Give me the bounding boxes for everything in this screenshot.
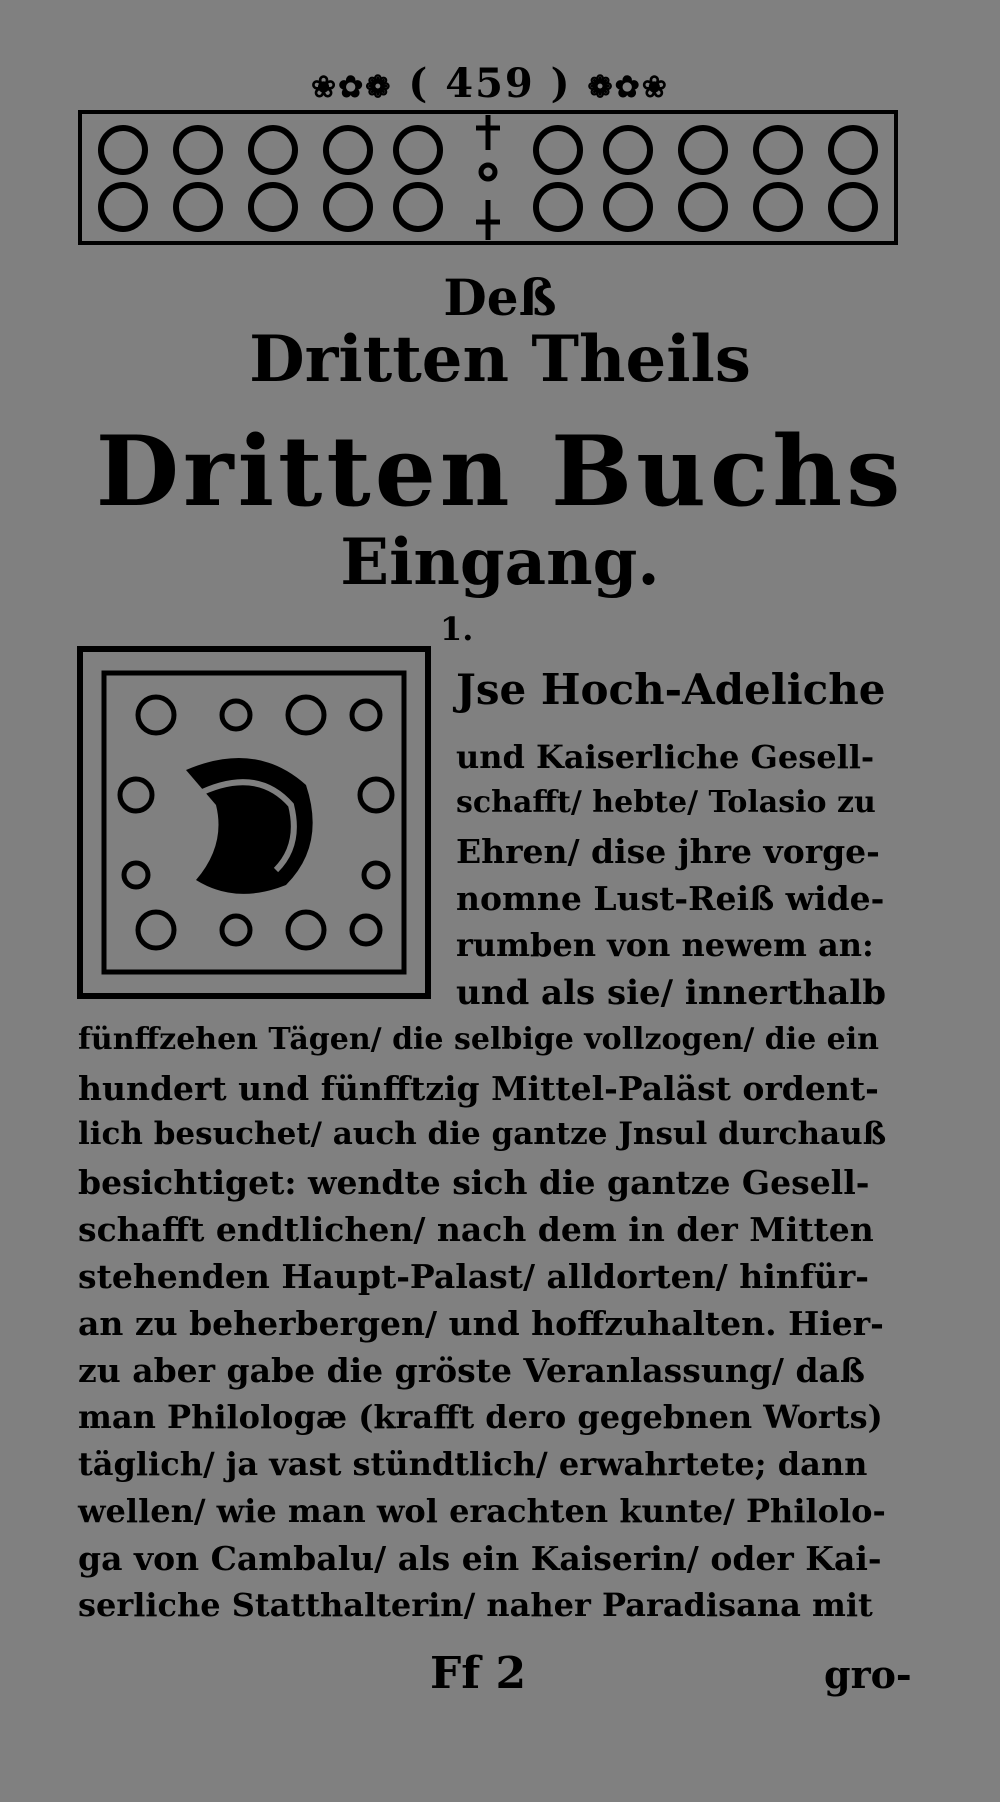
text-line: wellen/ wie man wol erachten kunte/ Philolo- (78, 1492, 886, 1530)
text-line: stehenden Haupt-Palast/ alldorten/ hinfür- (78, 1257, 870, 1296)
text-line: rumben von newem an: (456, 926, 874, 964)
ornament-right-icon: ❁✿❀ (587, 70, 669, 105)
signature-mark: Ff 2 (430, 1648, 527, 1699)
text-line: schafft/ hebte/ Tolasio zu (456, 785, 876, 820)
title-line-1: Deß (443, 268, 557, 327)
text-line: lich besuchet/ auch die gantze Jnsul durchauß (78, 1116, 887, 1152)
text-line: besichtiget: wendte sich die gantze Gesell- (78, 1163, 870, 1202)
text-line: täglich/ ja vast stündtlich/ erwahrtete; dann (78, 1445, 868, 1483)
page-number (300, 60, 680, 107)
catchword: gro- (824, 1652, 912, 1697)
text-line: Ehren/ dise jhre vorge- (456, 832, 880, 871)
section-number: 1. (440, 610, 474, 648)
text-line: ga von Cambalu/ als ein Kaiserin/ oder Kai- (78, 1539, 882, 1578)
text-line: nomne Lust-Reiß wide- (456, 879, 885, 918)
page-number-text: ( 459 ) (408, 60, 572, 107)
text-line: zu aber gabe die gröste Veranlassung/ daß (78, 1351, 865, 1390)
ornament-left-icon: ❀✿❁ (311, 70, 393, 105)
text-line: serliche Statthalterin/ naher Paradisana mit (78, 1586, 873, 1624)
text-line: und als sie/ innerthalb (456, 973, 886, 1013)
title-line-2: Dritten Theils (249, 322, 751, 397)
ornamental-headpiece-icon (78, 110, 898, 245)
text-line: hundert und fünfftzig Mittel-Paläst ordent- (78, 1069, 879, 1108)
text-line: fünffzehen Tägen/ die selbige vollzogen/ die ein (78, 1022, 879, 1057)
text-line: und Kaiserliche Gesell- (456, 738, 875, 776)
text-line: schafft endtlichen/ nach dem in der Mitten (78, 1210, 874, 1249)
initial-line: Jse Hoch-Adeliche (456, 665, 886, 714)
decorated-initial-d-icon (76, 645, 432, 1000)
text-line: man Philologæ (krafft dero gegebnen Worts) (78, 1398, 883, 1436)
title-line-3: Dritten Buchs (95, 415, 905, 528)
title-line-4: Eingang. (340, 525, 660, 600)
text-line: an zu beherbergen/ und hoffzuhalten. Hier- (78, 1304, 884, 1343)
